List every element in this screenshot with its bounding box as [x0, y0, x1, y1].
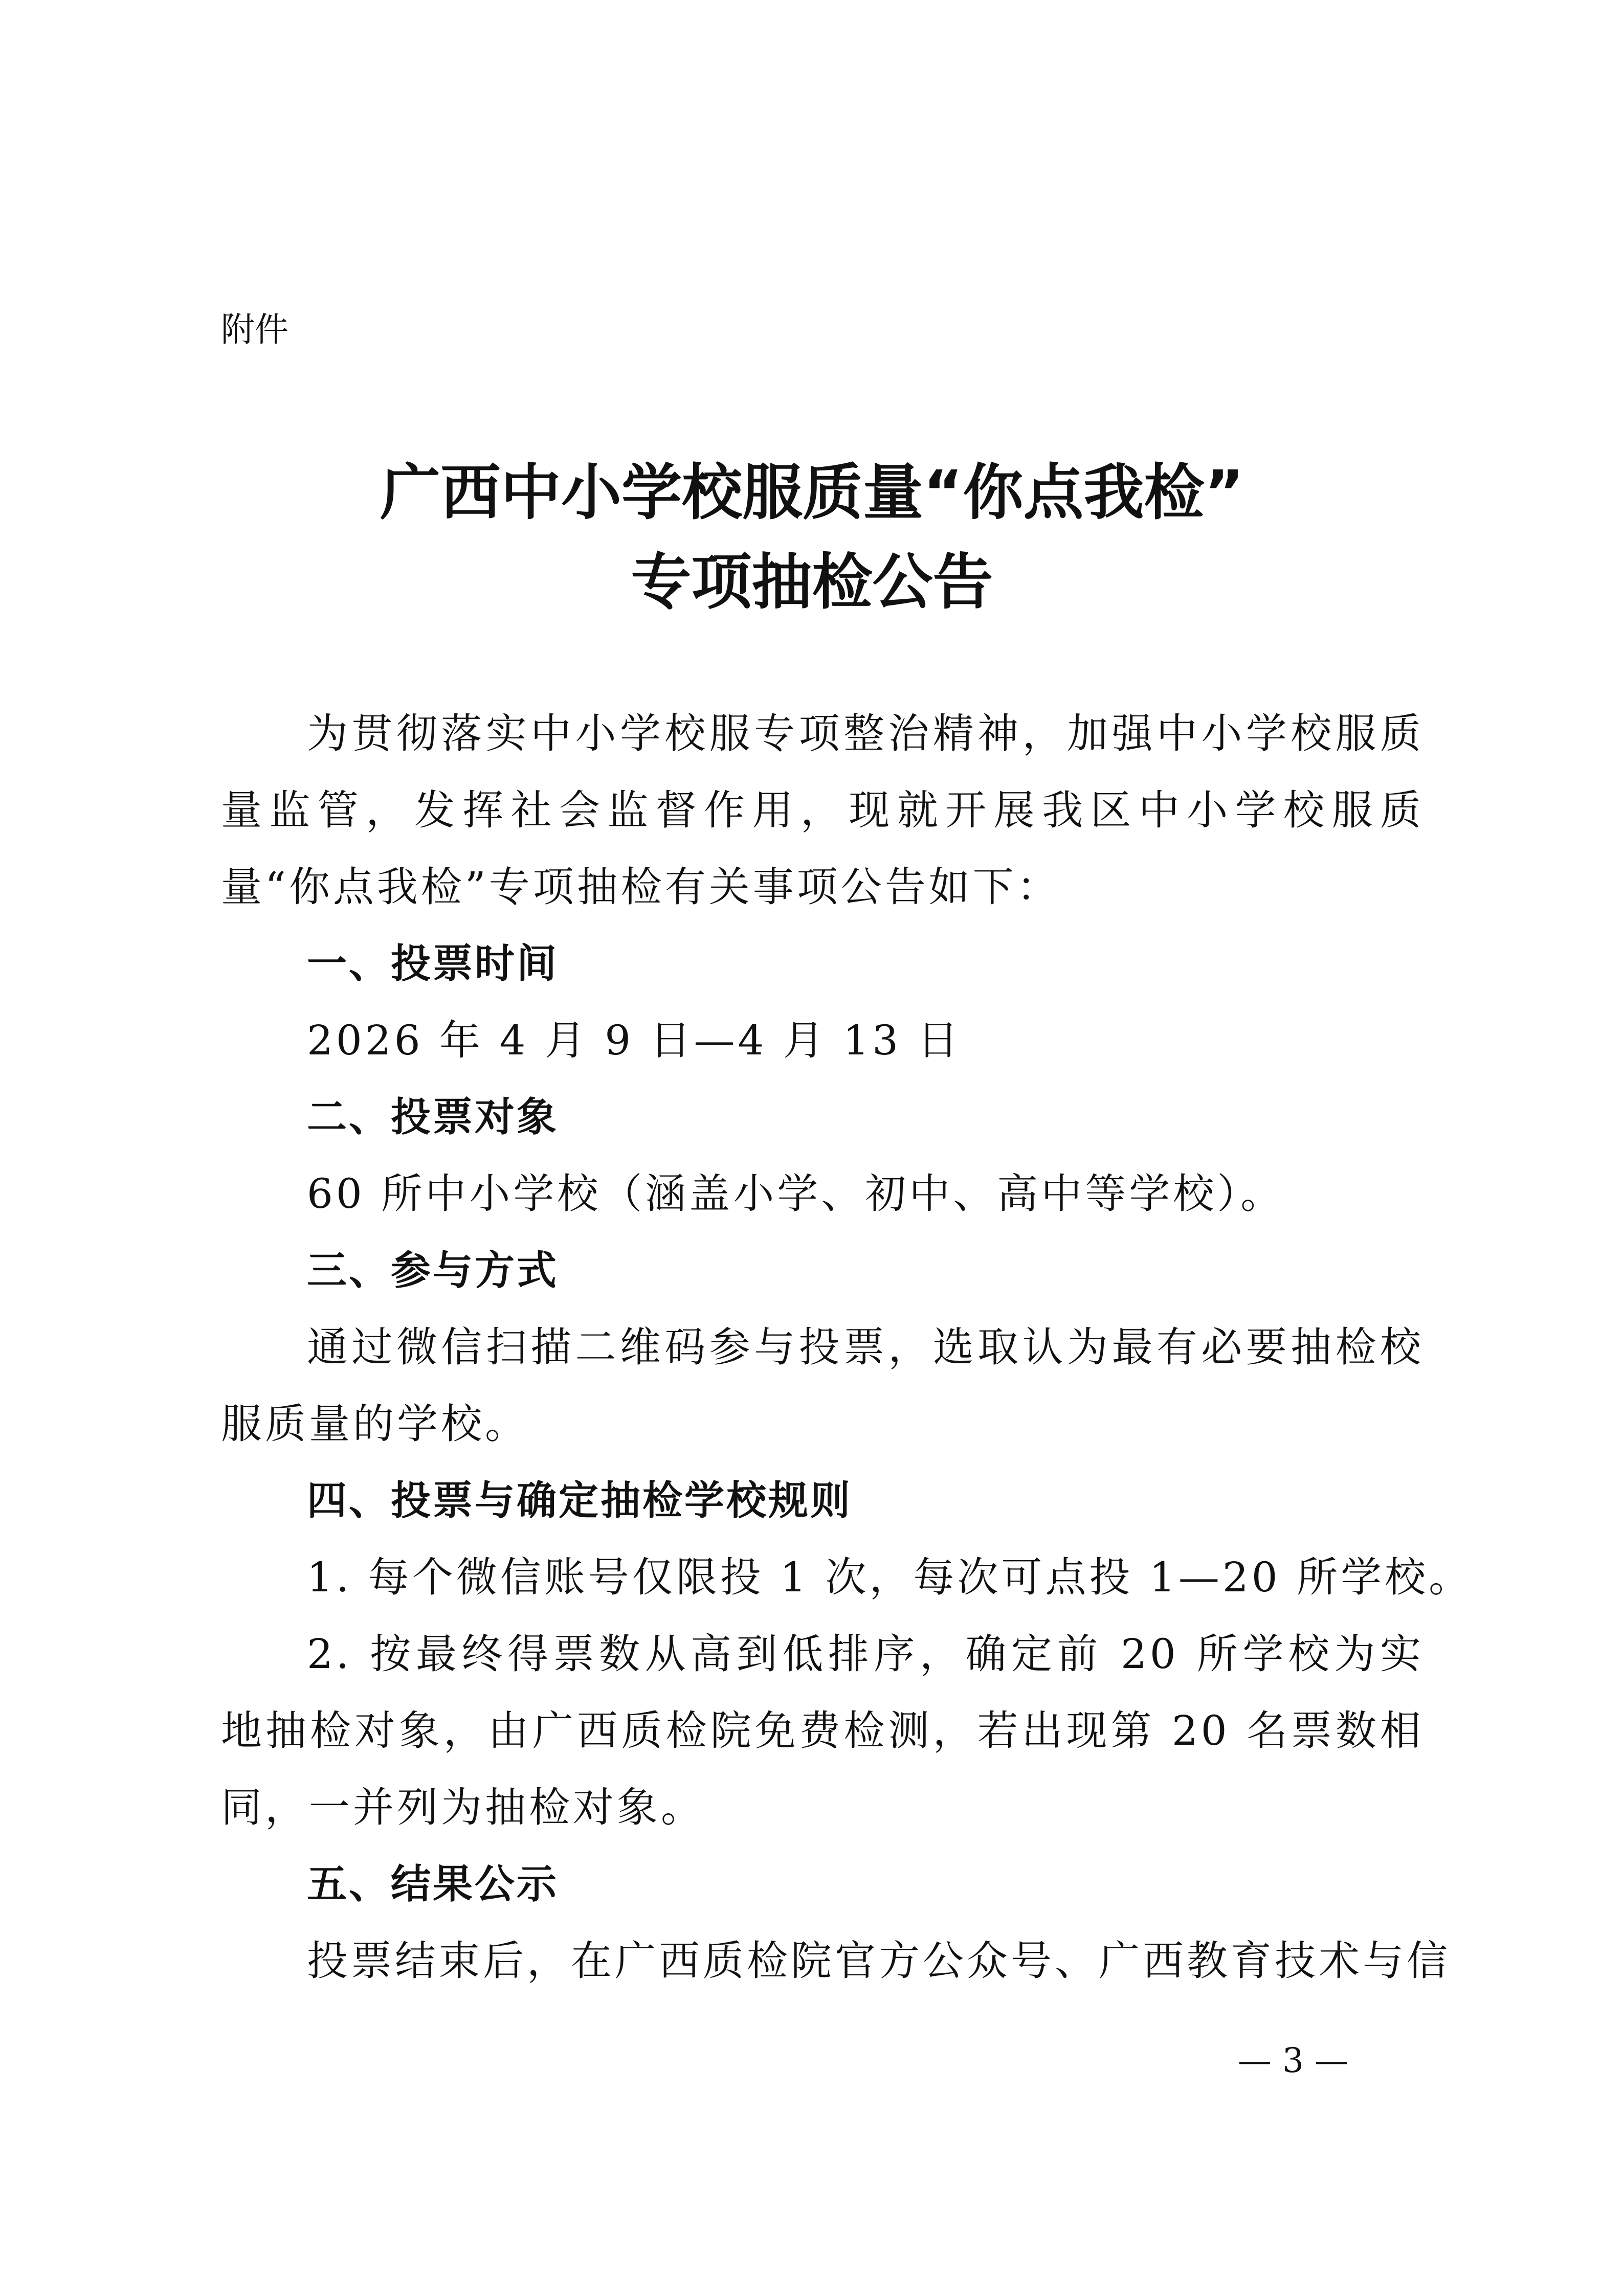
voting-time-text: 2026 年 4 月 9 日—4 月 13 日 — [307, 1017, 962, 1064]
document-title-line-1: 广西中小学校服质量“你点我检” — [380, 457, 1244, 528]
section-heading-voting-targets: 二、投票对象 — [307, 1094, 559, 1140]
rule-1-text: 1. 每个微信账号仅限投 1 次，每次可点投 1—20 所学校。 — [307, 1554, 1473, 1601]
voting-targets-text: 60 所中小学校（涵盖小学、初中、高中等学校）。 — [307, 1170, 1285, 1218]
results-text: 投票结束后，在广西质检院官方公众号、广西教育技术与信 — [307, 1937, 1451, 1985]
document-body — [221, 695, 1473, 1999]
section-heading-voting-time: 一、投票时间 — [307, 941, 559, 987]
section-heading-rules: 四、投票与确定抽检学校规则 — [307, 1478, 853, 1524]
intro-paragraph: 为贯彻落实中小学校服专项整治精神，加强中小学校服质量监管，发挥社会监督作用，现就开展我区中小学校服质量“你点我检”专项抽检有关事项公告如下： — [221, 710, 1424, 911]
rule-2-text: 2. 按最终得票数从高到低排序，确定前 20 所学校为实地抽检对象，由广西质检院免费检测，若出现第 20 名票数相同，一并列为抽检对象。 — [221, 1630, 1424, 1831]
section-heading-participation: 三、参与方式 — [307, 1248, 559, 1294]
document-title-line-2: 专项抽检公告 — [631, 547, 993, 617]
attachment-label: 附件 — [221, 310, 288, 349]
page-number: — 3 — — [1238, 2041, 1348, 2080]
section-heading-results: 五、结果公示 — [307, 1861, 559, 1907]
participation-text: 通过微信扫描二维码参与投票，选取认为最有必要抽检校服质量的学校。 — [221, 1323, 1424, 1448]
